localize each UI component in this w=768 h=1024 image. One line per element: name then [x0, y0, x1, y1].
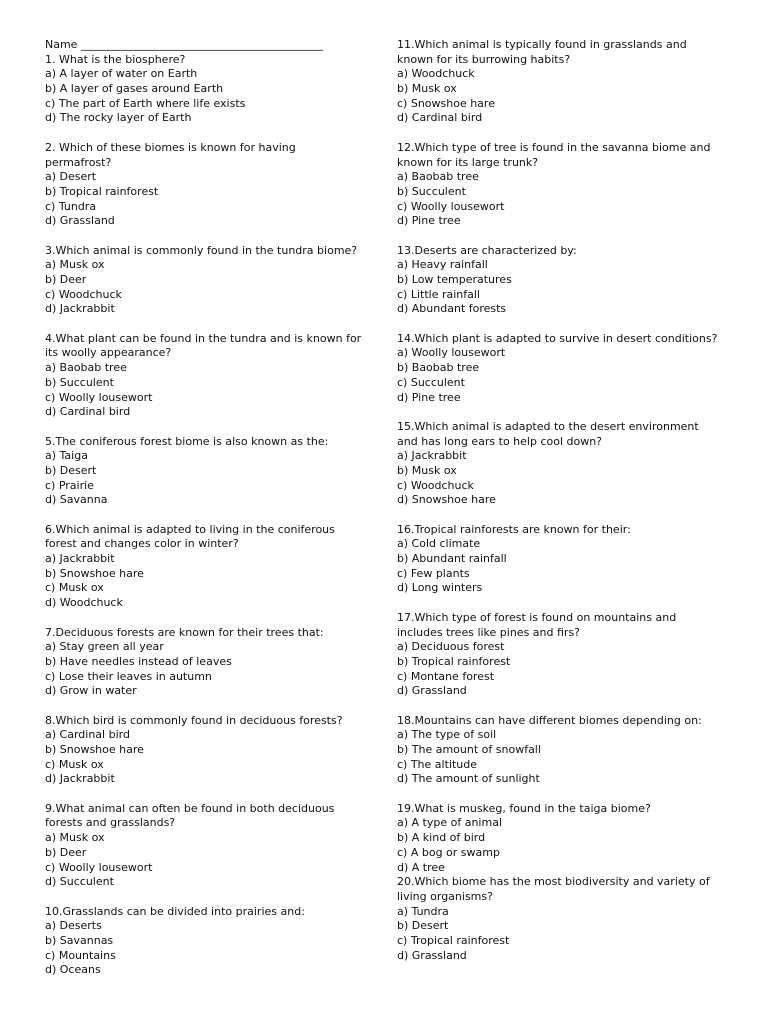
answer-option: a) Heavy rainfall: [397, 258, 488, 272]
answer-option: c) Snowshoe hare: [397, 96, 495, 110]
answer-option: c) Woodchuck: [45, 287, 122, 301]
question-text: 5.The coniferous forest biome is also known as the:: [45, 434, 329, 448]
answer-option: c) Musk ox: [45, 581, 104, 595]
question-block: [397, 141, 732, 229]
question-spacer: [45, 611, 375, 626]
answer-option: d) The amount of sunlight: [397, 772, 540, 786]
answer-option: b) Tropical rainforest: [45, 184, 159, 198]
answer-option: a) Tundra: [397, 904, 449, 918]
question-spacer: [397, 405, 732, 420]
question-spacer: [45, 508, 375, 523]
question-text: known for its burrowing habits?: [397, 52, 571, 66]
answer-option: d) Succulent: [45, 875, 114, 889]
answer-option: a) Musk ox: [45, 258, 105, 272]
answer-option: d) Snowshoe hare: [397, 493, 496, 507]
answer-option: c) The altitude: [397, 757, 477, 771]
question-spacer: [45, 126, 375, 141]
answer-option: c) Few plants: [397, 566, 470, 580]
question-block: [397, 332, 732, 405]
answer-option: d) The rocky layer of Earth: [45, 111, 192, 125]
question-block: [45, 332, 375, 420]
question-text: 20.Which biome has the most biodiversity and variety of: [397, 875, 710, 889]
question-text: 18.Mountains can have different biomes depending on:: [397, 713, 702, 727]
answer-option: a) Cardinal bird: [45, 728, 130, 742]
question-text: 16.Tropical rainforests are known for their:: [397, 522, 631, 536]
question-text: 8.Which bird is commonly found in deciduous forests?: [45, 713, 343, 727]
answer-option: d) Savanna: [45, 493, 108, 507]
answer-option: a) Cold climate: [397, 537, 481, 551]
answer-option: a) Musk ox: [45, 831, 105, 845]
answer-option: b) Musk ox: [397, 82, 457, 96]
answer-option: c) A bog or swamp: [397, 845, 500, 859]
answer-option: b) Desert: [397, 919, 449, 933]
answer-option: a) Jackrabbit: [397, 449, 467, 463]
answer-option: b) Succulent: [397, 184, 466, 198]
question-text: forests and grasslands?: [45, 816, 176, 830]
question-block: [397, 420, 732, 508]
question-text: includes trees like pines and firs?: [397, 625, 581, 639]
question-block: [397, 38, 732, 126]
question-text: known for its large trunk?: [397, 155, 539, 169]
question-text: its woolly appearance?: [45, 346, 172, 360]
answer-option: b) Deer: [45, 845, 87, 859]
answer-option: b) Snowshoe hare: [45, 566, 144, 580]
answer-option: d) Woodchuck: [45, 596, 123, 610]
question-block: [397, 244, 732, 317]
answer-option: a) Taiga: [45, 449, 88, 463]
answer-option: b) Have needles instead of leaves: [45, 654, 232, 668]
question-spacer: [397, 508, 732, 523]
answer-option: c) Woolly lousewort: [45, 390, 153, 404]
question-block: [45, 141, 375, 229]
answer-option: a) Deserts: [45, 919, 102, 933]
answer-option: c) Musk ox: [45, 757, 104, 771]
answer-option: c) Woolly lousewort: [45, 860, 153, 874]
answer-option: c) Lose their leaves in autumn: [45, 669, 212, 683]
question-block: [45, 626, 375, 699]
answer-option: a) Woodchuck: [397, 67, 475, 81]
answer-option: b) Abundant rainfall: [397, 552, 507, 566]
question-block: [45, 905, 375, 978]
question-text: 14.Which plant is adapted to survive in desert conditions?: [397, 331, 718, 345]
answer-option: a) Desert: [45, 170, 97, 184]
answer-option: b) Low temperatures: [397, 273, 512, 286]
question-text: 13.Deserts are characterized by:: [397, 243, 577, 257]
answer-option: d) Grow in water: [45, 684, 137, 698]
question-block: [397, 611, 732, 699]
question-spacer: [397, 317, 732, 332]
question-text: living organisms?: [397, 889, 493, 903]
question-block: [45, 714, 375, 787]
answer-option: c) Tundra: [45, 199, 97, 213]
question-block: [45, 244, 375, 317]
right-column: [397, 38, 732, 963]
question-block: [397, 802, 732, 964]
answer-option: a) Baobab tree: [397, 170, 479, 184]
answer-option: d) Cardinal bird: [397, 111, 483, 125]
question-text: 7.Deciduous forests are known for their trees that:: [45, 625, 324, 639]
question-spacer: [45, 890, 375, 905]
question-spacer: [45, 787, 375, 802]
answer-option: b) Deer: [45, 273, 87, 286]
question-text: 19.What is muskeg, found in the taiga biome?: [397, 801, 651, 815]
answer-option: d) Pine tree: [397, 390, 461, 404]
answer-option: d) Grassland: [397, 948, 467, 962]
question-block: [45, 53, 375, 126]
answer-option: d) Pine tree: [397, 214, 461, 228]
question-text: and has long ears to help cool down?: [397, 434, 603, 448]
answer-option: d) Jackrabbit: [45, 772, 115, 786]
answer-option: c) Prairie: [45, 478, 94, 492]
answer-option: b) Snowshoe hare: [45, 743, 144, 756]
answer-option: c) Little rainfall: [397, 287, 480, 301]
answer-option: a) The type of soil: [397, 728, 497, 742]
question-spacer: [397, 596, 732, 611]
question-block: [397, 714, 732, 787]
answer-option: a) Deciduous forest: [397, 640, 505, 654]
answer-option: c) Succulent: [397, 375, 465, 389]
answer-option: b) Tropical rainforest: [397, 654, 511, 668]
left-column: [45, 38, 375, 978]
answer-option: b) Baobab tree: [397, 361, 480, 375]
answer-option: d) Cardinal bird: [45, 405, 131, 419]
answer-option: d) Oceans: [45, 963, 101, 977]
answer-option: b) A kind of bird: [397, 831, 486, 845]
question-spacer: [45, 420, 375, 435]
question-block: [397, 523, 732, 596]
answer-option: a) A type of animal: [397, 816, 502, 830]
question-text: 1. What is the biosphere?: [45, 52, 186, 66]
question-spacer: [397, 229, 732, 244]
question-text: 2. Which of these biomes is known for having: [45, 140, 296, 154]
answer-option: b) Desert: [45, 463, 97, 477]
question-text: 12.Which type of tree is found in the savanna biome and: [397, 140, 711, 154]
answer-option: a) Stay green all year: [45, 640, 164, 654]
answer-option: d) Abundant forests: [397, 302, 507, 316]
name-field-label: Name ____________________________________________: [45, 38, 323, 51]
answer-option: b) Succulent: [45, 375, 114, 389]
question-text: 17.Which type of forest is found on mountains and: [397, 610, 677, 624]
answer-option: b) Musk ox: [397, 463, 457, 477]
answer-option: a) Baobab tree: [45, 361, 127, 375]
question-spacer: [45, 317, 375, 332]
question-text: forest and changes color in winter?: [45, 537, 239, 551]
answer-option: c) Montane forest: [397, 669, 495, 683]
answer-option: c) The part of Earth where life exists: [45, 96, 246, 110]
question-text: 11.Which animal is typically found in grasslands and: [397, 38, 687, 51]
answer-option: d) Jackrabbit: [45, 302, 115, 316]
answer-option: d) Grassland: [397, 684, 467, 698]
answer-option: b) Savannas: [45, 933, 114, 947]
question-spacer: [45, 229, 375, 244]
answer-option: b) The amount of snowfall: [397, 743, 541, 756]
question-spacer: [45, 699, 375, 714]
question-spacer: [397, 699, 732, 714]
answer-option: c) Woolly lousewort: [397, 199, 505, 213]
answer-option: c) Tropical rainforest: [397, 933, 510, 947]
question-text: 10.Grasslands can be divided into prairies and:: [45, 904, 305, 918]
question-text: permafrost?: [45, 155, 112, 169]
answer-option: b) A layer of gases around Earth: [45, 82, 224, 96]
answer-option: d) Long winters: [397, 581, 483, 595]
question-text: 6.Which animal is adapted to living in the coniferous: [45, 522, 335, 536]
question-text: 9.What animal can often be found in both deciduous: [45, 801, 335, 815]
answer-option: a) Jackrabbit: [45, 552, 115, 566]
question-spacer: [397, 787, 732, 802]
question-block: [45, 523, 375, 611]
answer-option: c) Woodchuck: [397, 478, 474, 492]
answer-option: d) A tree: [397, 860, 445, 874]
answer-option: a) A layer of water on Earth: [45, 67, 198, 81]
answer-option: c) Mountains: [45, 948, 116, 962]
question-block: [45, 802, 375, 890]
question-spacer: [397, 126, 732, 141]
question-text: 15.Which animal is adapted to the desert environment: [397, 419, 699, 433]
question-block: [45, 435, 375, 508]
answer-option: a) Woolly lousewort: [397, 346, 506, 360]
question-text: 3.Which animal is commonly found in the tundra biome?: [45, 243, 358, 257]
answer-option: d) Grassland: [45, 214, 115, 228]
question-text: 4.What plant can be found in the tundra and is known for: [45, 331, 362, 345]
